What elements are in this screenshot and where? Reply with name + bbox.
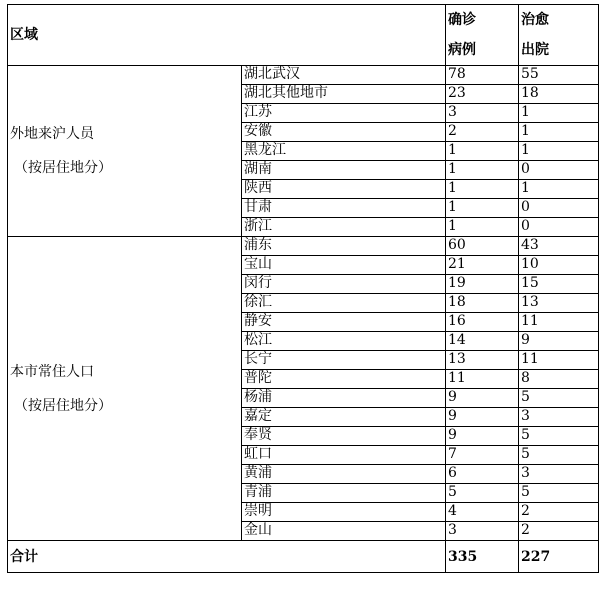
recovered-cell: 55 [519,66,599,85]
recovered-cell: 0 [519,218,599,237]
region-label: 本市常住人口 [10,363,94,380]
place-cell: 浙江 [242,218,446,237]
confirmed-cell: 6 [446,465,519,484]
recovered-cell: 5 [519,389,599,408]
recovered-cell: 5 [519,484,599,503]
recovered-cell: 10 [519,256,599,275]
recovered-cell: 5 [519,446,599,465]
recovered-cell: 3 [519,408,599,427]
table-row [8,66,599,85]
header-confirmed-line1: 确诊 [448,12,476,28]
confirmed-cell: 1 [446,161,519,180]
confirmed-cell: 2 [446,123,519,142]
confirmed-cell: 21 [446,256,519,275]
confirmed-cell: 16 [446,313,519,332]
header-recovered-line1: 治愈 [521,12,549,28]
place-cell: 嘉定 [242,408,446,427]
confirmed-cell: 9 [446,427,519,446]
table-body [8,5,599,573]
recovered-cell: 1 [519,142,599,161]
confirmed-cell: 3 [446,522,519,541]
place-cell: 松江 [242,332,446,351]
recovered-cell: 2 [519,522,599,541]
recovered-cell: 11 [519,351,599,370]
statistics-table [7,4,599,573]
recovered-cell: 2 [519,503,599,522]
region-label: 外地来沪人员 [10,126,94,142]
header-recovered-line2: 出院 [521,42,549,58]
place-cell: 青浦 [242,484,446,503]
confirmed-cell: 9 [446,389,519,408]
confirmed-cell: 3 [446,104,519,123]
place-cell: 江苏 [242,104,446,123]
place-cell: 黑龙江 [242,142,446,161]
region-sublabel: （按居住地分） [14,397,112,414]
recovered-cell: 1 [519,180,599,199]
total-row [8,541,599,573]
confirmed-cell: 11 [446,370,519,389]
confirmed-cell: 1 [446,142,519,161]
place-cell: 徐汇 [242,294,446,313]
place-cell: 陕西 [242,180,446,199]
place-cell: 闵行 [242,275,446,294]
header-confirmed [446,5,519,66]
recovered-cell: 15 [519,275,599,294]
confirmed-cell: 19 [446,275,519,294]
total-label: 合计 [8,541,446,573]
confirmed-cell: 9 [446,408,519,427]
recovered-cell: 8 [519,370,599,389]
confirmed-cell: 13 [446,351,519,370]
confirmed-cell: 1 [446,218,519,237]
header-row [8,5,599,66]
place-cell: 湖南 [242,161,446,180]
region-sublabel: （按居住地分） [14,160,112,176]
confirmed-cell: 60 [446,237,519,256]
confirmed-cell: 1 [446,180,519,199]
recovered-cell: 0 [519,161,599,180]
place-cell: 普陀 [242,370,446,389]
confirmed-cell: 78 [446,66,519,85]
place-cell: 甘肃 [242,199,446,218]
confirmed-cell: 23 [446,85,519,104]
place-cell: 浦东 [242,237,446,256]
confirmed-cell: 5 [446,484,519,503]
place-cell: 湖北其他地市 [242,85,446,104]
total-recovered: 227 [519,541,599,573]
recovered-cell: 43 [519,237,599,256]
recovered-cell: 1 [519,123,599,142]
confirmed-cell: 14 [446,332,519,351]
confirmed-cell: 1 [446,199,519,218]
header-confirmed-line2: 病例 [448,42,476,58]
recovered-cell: 3 [519,465,599,484]
place-cell: 湖北武汉 [242,66,446,85]
confirmed-cell: 4 [446,503,519,522]
place-cell: 宝山 [242,256,446,275]
place-cell: 静安 [242,313,446,332]
region-cell [8,237,242,541]
recovered-cell: 11 [519,313,599,332]
recovered-cell: 13 [519,294,599,313]
recovered-cell: 5 [519,427,599,446]
table-row [8,237,599,256]
confirmed-cell: 7 [446,446,519,465]
place-cell: 黄浦 [242,465,446,484]
header-area: 区域 [8,5,446,66]
region-cell [8,66,242,237]
place-cell: 崇明 [242,503,446,522]
place-cell: 安徽 [242,123,446,142]
recovered-cell: 0 [519,199,599,218]
header-recovered [519,5,599,66]
confirmed-cell: 18 [446,294,519,313]
place-cell: 奉贤 [242,427,446,446]
recovered-cell: 9 [519,332,599,351]
recovered-cell: 18 [519,85,599,104]
place-cell: 长宁 [242,351,446,370]
total-confirmed: 335 [446,541,519,573]
place-cell: 杨浦 [242,389,446,408]
place-cell: 虹口 [242,446,446,465]
place-cell: 金山 [242,522,446,541]
recovered-cell: 1 [519,104,599,123]
